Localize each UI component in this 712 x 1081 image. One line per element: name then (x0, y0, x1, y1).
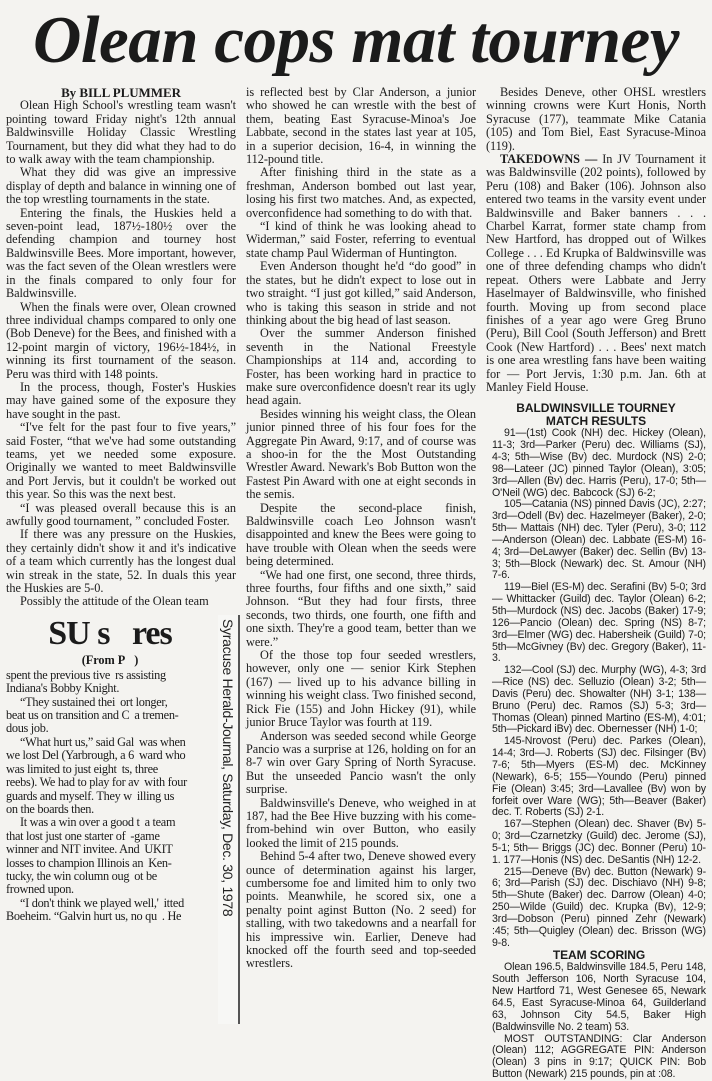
paragraph: If there was any pressure on the Huskies, they certainly didn't show it and it's indicative of a team which currently has the longest dual win streak in the state, 52. In duals this year the Huskies are 5-0. (6, 527, 236, 596)
scoring-paragraph: Olean 196.5, Baldwinsville 184.5, Peru 148, South Jefferson 106, North Syracuse 104, New Hartford 71, West Genesee 65, Newark 64.5, East Syracuse-Minoa 64, Guilderland 63, Johnson City 54.5, Baker High (Baldwinsville No. 2 team) 53. (492, 961, 706, 1033)
paragraph: “I've felt for the past four to five years,” said Foster, “that we've had some outstanding teams, yet we needed some exposure. Originally we wanted to meet Baldwinsville and Port Jervis, but it couldn't be worked out this year. So this was the next best. (6, 420, 236, 502)
su-line-right: ot be (134, 868, 157, 883)
su-text-line (6, 857, 214, 870)
su-line-left: “I don't think we played well,' (20, 895, 159, 910)
su-line-left: dous job. (6, 721, 49, 736)
paragraph: Baldwinsville's Deneve, who weighed in at 187, had the Bee Hive buzzing with his come-from-behind win over Button, who easily looked the limit of 215 pounds. (246, 795, 476, 850)
paragraph: “We had one first, one second, three thirds, three fourths, four fifths and one sixth,” said Johnson. “But they had four firsts, three seconds, two thirds, one fourth, one fifth and one sixth. They're a good team, better than we were.” (246, 567, 476, 649)
paragraph: After finishing third in the state as a freshman, Anderson bombed out last year, losing his first two matches. And, as expected, overconfidence had something to do with that. (246, 165, 476, 220)
su-line-left: that lost just one starter of (6, 828, 126, 843)
su-line-right: UKIT (144, 842, 173, 857)
su-text-line (6, 843, 214, 856)
column-2 (246, 86, 476, 971)
su-line-right: Ken- (148, 855, 172, 870)
clipping-label-strip: Syracuse Herald-Journal, Saturday, Dec. 30, 1978 (218, 615, 240, 1024)
takedowns-text: In JV Tournament it was Baldwinsville (202 points), followed by Peru (108) and Baker (106). Johnson also entered two teams in the varsity event under Baldwinsville and Baker banners . . . Charbel Karrat, former state champ from New Hartford, has dropped out of Wilkes College . . . Ed Krupka of Baldwinsville was one of three defending champs who didn't repeat. Others were Labbate and Jerry Haselmayer of Baldwinsville, who finished fourth. Moving up from second place finishes of a year ago were Greg Bruno (Peru), Bill Cool (South Jefferson) and Brett Cook (New Hartford) . . . Bees' next match is one area wrestling fans have been waiting for — Port Jervis, 1:30 p.m. Jan. 6th at Manley Field House. (486, 152, 706, 394)
paragraph: Of the those top four seeded wrestlers, however, only one — senior Kirk Stephen (167) — lived up to his advance billing in winning his weight class. Two finished second, Rick Fie (155) and John Hickey (91), while junior Bruce Taylor was fourth at 119. (246, 648, 476, 730)
paragraph: Despite the second-place finish, Baldwinsville coach Leo Johnson wasn't disappointed and knew the Bees were going to have trouble with Olean when the seeds were being determined. (246, 500, 476, 569)
paragraph: In the process, though, Foster's Huskies may have gained some of the exposure they have sought in the past. (6, 379, 236, 421)
su-text-line (6, 749, 214, 762)
result-paragraph: 145-Nrovost (Peru) dec. Parkes (Olean), 14-4; 3rd—J. Roberts (SJ) dec. Filsinger (Bv) 7-6; 5th—Myers (ES-M) dec. McKinney (Newark), 6-5; 155—Youndo (Peru) pinned Fie (Olean) 3:45; 3rd—Lavallee (Bv) won by forfeit over Ware (WG); 5th—Beaver (Baker) dec. T. Roberts (SJ) 2-1. (492, 735, 706, 819)
su-text-line (6, 803, 214, 816)
su-line-left: winner and NIT invitee. And (6, 842, 140, 857)
results-title-line-1: BALDWINSVILLE TOURNEY (516, 401, 676, 416)
headline: Olean cops mat tourney (33, 3, 679, 77)
su-text-line (6, 790, 214, 803)
su-scores-article (6, 615, 214, 924)
su-text-line (6, 722, 214, 735)
paragraph: Anderson was seeded second while George Pancio was a surprise at 126, holding on for an 8-7 win over Gary Spring of North Syracuse. But the unseeded Pancio wasn't the only surprise. (246, 728, 476, 797)
su-text-line (6, 816, 214, 829)
paragraph: Over the summer Anderson finished seventh in the National Freestyle Championships at 114 and, according to Foster, has been working hard in practice to make sure overconfidence doesn't rear its ugly head again. (246, 326, 476, 408)
su-line-right: a tremen- (134, 708, 179, 723)
su-line-right: ts, three (121, 761, 158, 776)
su-text (6, 669, 214, 924)
result-paragraph: 105—Catania (NS) pinned Davis (JC), 2:27; 3rd—Odell (Bv) dec. Hazelmeyer (Baker), 2-0; 5th— Mattais (NH) dec. Tyler (Peru), 3-0; 112—Anderson (Olean) dec. Labbate (ES-M) 16-4; 3rd—DeLawyer (Baker) dec. Sellin (Bv) 13-3; 5th—Block (Newark) dec. St. Amour (NH) 7-6. (492, 498, 706, 582)
su-line-left: “They sustained thei (20, 694, 116, 709)
su-text-line (6, 763, 214, 776)
paragraph: Entering the finals, the Huskies held a seven-point lead, 187½-180½ over the defending champion and tourney host Baldwinsville Bees. More important, however, was the fact seven of the Olean wrestlers were in the finals compared to only four for Baldwinsville. (6, 205, 236, 301)
results-title (486, 402, 706, 428)
su-text-line (6, 682, 214, 695)
su-text-line (6, 669, 214, 682)
su-line-left: losses to champion Illinois an (6, 855, 144, 870)
su-text-line (6, 830, 214, 843)
su-line-right: was when (139, 734, 186, 749)
paragraph: Besides winning his weight class, the Olean junior pinned three of his four foes for the Aggregate Pin Award, 9:17, and of course was a shoo-in for the the Most Outstanding Wrestler Award. Newark's Bob Button won the Fastest Pin Award with one at eight seconds in the semis. (246, 406, 476, 502)
su-headline-left: SU s (48, 614, 110, 652)
su-line-left: frowned upon. (6, 882, 74, 897)
column-1 (6, 86, 236, 924)
paragraph: “I kind of think he was looking ahead to Widerman,” said Foster, referring to eventual state champ Paul Widerman of Huntington. (246, 219, 476, 260)
paragraph: Behind 5-4 after two, Deneve showed every ounce of determination against his larger, cumbersome foe and limited him to only two points. Meanwhile, he scored six, one a penalty point aginst Button (No. 2 seed) for stalling, with two takedowns and a nearfall for his impressive win. Earlier, Deneve had knocked off the fourth seed and top-seeded wrestlers. (246, 849, 476, 971)
su-headline (6, 615, 214, 653)
su-line-right: ort longer, (120, 694, 168, 709)
paragraph: Besides Deneve, other OHSL wrestlers winning crowns were Kurt Honis, North Syracuse (177), teammate Mike Catania (105) and Tom Biel, East Syracuse-Minoa (119). (486, 85, 706, 153)
byline: By BILL PLUMMER (61, 85, 181, 100)
su-line-right: ward who (138, 748, 186, 763)
su-line-right: illing us (136, 788, 175, 803)
su-from-left: (From P (81, 652, 126, 667)
su-line-left: was limited to just eight (6, 761, 117, 776)
su-line-left: on the boards then. (6, 801, 94, 816)
su-text-line (6, 897, 214, 910)
su-from-right: ) (134, 652, 139, 667)
su-headline-right: res (131, 614, 172, 652)
su-text-line (6, 736, 214, 749)
paragraph: When the finals were over, Olean crowned three individual champs compared to only one (Bob Deneve) for the Bees, and finished with a 12-point margin of victory, 196½-184½, in winning its first tournament of the season. Peru was third with 148 points. (6, 299, 236, 381)
takedowns-lead: TAKEDOWNS — (500, 152, 598, 167)
su-line-left: Boeheim. “Galvin hurt us, no qu (6, 909, 157, 924)
su-line-left: reebs). We had to play for av (6, 775, 140, 790)
su-line-left: “What hurt us,” said Gal (20, 734, 135, 749)
column-3 (486, 86, 706, 1081)
takedowns-paragraph (486, 153, 706, 394)
su-from-line (6, 653, 214, 667)
paragraph: Possibly the attitude of the Olean team (20, 594, 209, 609)
su-line-left: It was a win over a good t (20, 815, 140, 830)
result-paragraph: 132—Cool (SJ) dec. Murphy (WG), 4-3; 3rd—Rice (NS) dec. Selluzio (Olean) 3-2; 5th—Davis (Peru) dec. Showalter (NH) 3-1; 138—Bruno (Peru) dec. Ramos (SJ) 5-3; 3rd—Thomas (Olean) pinned Martino (ES-M), 4:01; 5th—Pickard iBv) dec. Obernesser (NH) 1-0; (492, 664, 706, 736)
su-line-left: beat us on transition and C (6, 708, 130, 723)
su-line-left: spent the previous tive (6, 667, 111, 682)
su-text-line (6, 696, 214, 709)
paragraph: Olean High School's wrestling team wasn't pointing toward Friday night's 12th annual Baldwinsville Holiday Classic Wrestling Tournament, but they did what they had to do to walk away with the team championship. (6, 98, 236, 167)
su-text-line (6, 883, 214, 896)
results-title-line-2: MATCH RESULTS (545, 414, 647, 429)
su-line-right: with four (144, 775, 187, 790)
su-line-left: Indiana's Bobby Knight. (6, 681, 120, 696)
su-line-right: rs assisting (115, 667, 166, 682)
su-line-left: we lost Del (Yarbrough, a 6 (6, 748, 134, 763)
scoring-paragraph: MOST OUTSTANDING: Clar Anderson (Olean) 112; AGGREGATE PIN: Anderson (Olean) 3 pins in 9:17; QUICK PIN: Bob Button (Newark) 215 pounds, pin at :08. (492, 1032, 706, 1081)
su-text-line (6, 910, 214, 923)
paragraph: “I was pleased overall because this is an awfully good tournament, ” concluded Foster. (6, 500, 236, 528)
match-results (492, 428, 706, 1081)
su-line-right: -game (130, 828, 160, 843)
team-scoring-title: TEAM SCORING (552, 948, 646, 963)
su-line-right: a team (144, 815, 176, 830)
result-paragraph: 91—(1st) Cook (NH) dec. Hickey (Olean), 11-3; 3rd—Parker (Peru) dec. Williams (SJ), 4-3; 5th—Wise (Bv) dec. Murdock (NS) 2-0; 98—Lateer (JC) pinned Taylor (Olean), 3:05; 3rd—Allen (Bv) dec. Harris (Peru), 17-0; 5th—O'Neil (WG) dec. Babcock (SJ) 6-2; (492, 427, 706, 499)
result-paragraph: 119—Biel (ES-M) dec. Serafini (Bv) 5-0; 3rd— Whittacker (Guild) dec. Taylor (Olean) 6-2; 5th—Murdock (NS) dec. Jacobs (Baker) 17-9; 126—Pancio (Olean) dec. Spring (NS) 8-7; 3rd—Elmer (WG) dec. Habersheik (Guild) 7-0; 5th—McGivney (Bv) dec. Gregory (Baker), 11-3. (492, 581, 706, 665)
su-text-line (6, 709, 214, 722)
paragraph: What they did was give an impressive display of depth and balance in winning one of the top wrestling tournaments in the state. (6, 165, 236, 207)
su-line-left: tucky, the win column oug (6, 868, 130, 883)
result-paragraph: 167—Stephen (Olean) dec. Shaver (Bv) 5-0; 3rd—Czarnetzky (Guild) dec. Jerome (SJ), 5-1; 5th— Briggs (JC) dec. Bonner (Peru) 10-1. 177—Honis (NS) dec. DeSantis (NH) 12-2. (492, 818, 706, 866)
su-text-line (6, 870, 214, 883)
paragraph: is reflected best by Clar Anderson, a junior who showed he can wrestle with the best of them, beating East Syracuse-Minoa's Joe Labbate, second in the states last year at 105, in a superior decision, 16-4, in winning the 112-pound title. (246, 85, 476, 167)
result-paragraph: 215—Deneve (Bv) dec. Button (Newark) 9-6; 3rd—Parish (SJ) dec. Dischiavo (NH) 9-8; 5th—Shute (Baker) dec. Darrow (Olean) 4-0; 250—Wilde (Guild) dec. Krupka (Bv), 12-9; 3rd—Dobson (Peru) pinned Zehr (Newark) :45; 5th—Quigley (Olean) dec. Brisson (WG) 9-8. (492, 865, 706, 949)
su-line-right: . He (161, 909, 182, 924)
su-text-line (6, 776, 214, 789)
su-line-right: itted (163, 895, 184, 910)
paragraph: Even Anderson thought he'd “do good” in the states, but he didn't expect to lose out in two straight. “I just got killed,” said Anderson, who is taking this season in stride and not thinking about the big head of last season. (246, 259, 476, 327)
su-line-left: guards and myself. They w (6, 788, 132, 803)
